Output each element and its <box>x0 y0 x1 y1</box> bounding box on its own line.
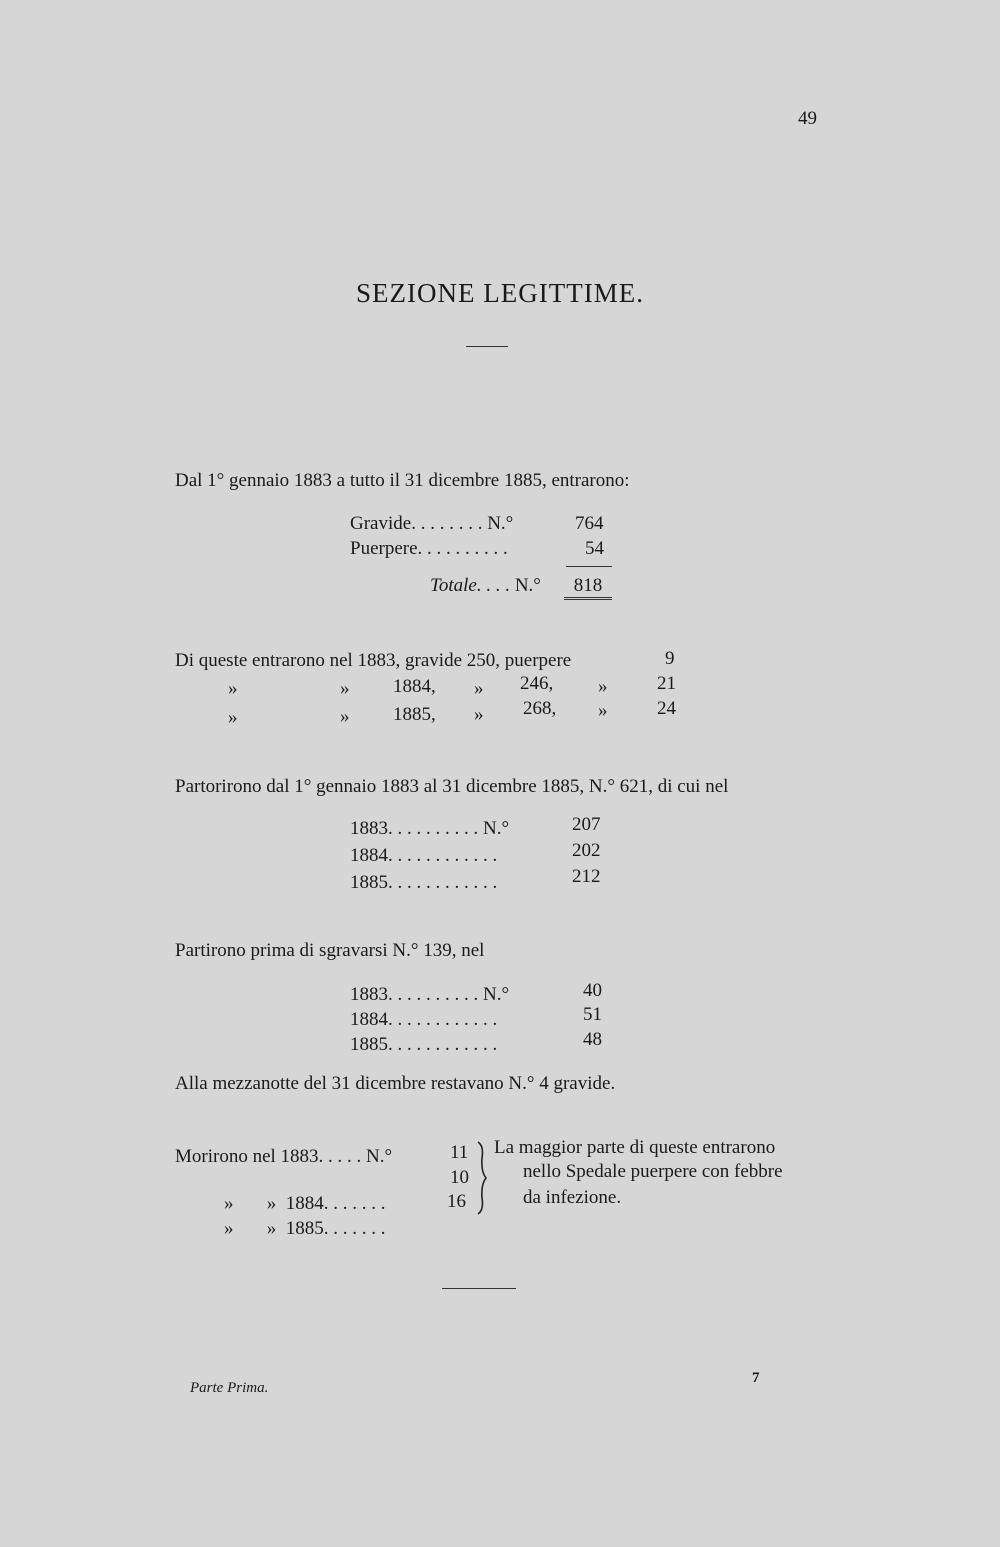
page-number: 49 <box>798 108 817 129</box>
footer-sheet-number: 7 <box>752 1370 760 1386</box>
partirono-row <box>350 984 509 1006</box>
morirono-value: 10 <box>450 1167 469 1188</box>
partirono-text: Partirono prima di sgravarsi N.° 139, nel <box>175 940 485 961</box>
intro-text: Dal 1° gennaio 1883 a tutto il 31 dicembre 1885, entrarono: <box>175 470 630 491</box>
partorirono-value: 202 <box>572 840 601 861</box>
partirono-value: 40 <box>583 980 602 1001</box>
brace-mark <box>474 1140 490 1216</box>
yearly-ditto: » <box>228 678 238 699</box>
partirono-row <box>350 1034 497 1056</box>
entrance-value: 764 <box>575 513 604 534</box>
row-prefix: N.° <box>483 818 510 839</box>
partorirono-row <box>350 818 509 840</box>
yearly-ditto: » <box>340 706 350 727</box>
mezzanotte-text: Alla mezzanotte del 31 dicembre restavano N.° 4 gravide. <box>175 1073 616 1094</box>
total-label: Totale. . . . <box>430 575 511 596</box>
partorirono-text: Partorirono dal 1° gennaio 1883 al 31 dicembre 1885, N.° 621, di cui nel <box>175 776 729 797</box>
footer-signature: Parte Prima. <box>190 1380 269 1396</box>
partorirono-value: 212 <box>572 866 601 887</box>
partorirono-row <box>350 845 497 867</box>
yearly-ditto: » <box>474 704 484 725</box>
morirono-note-line: nello Spedale puerpere con febbre <box>523 1161 783 1182</box>
morirono-note-line: da infezione. <box>523 1187 622 1208</box>
yearly-ditto: » <box>598 700 608 721</box>
end-rule <box>442 1288 516 1289</box>
entrance-total <box>430 575 541 597</box>
partirono-value: 48 <box>583 1029 602 1050</box>
partirono-row <box>350 1009 497 1031</box>
sum-rule <box>566 566 612 567</box>
partorirono-row <box>350 872 497 894</box>
yearly-gravide: 246, <box>520 673 554 694</box>
entrance-label: Puerpere. . . . . . . . . . <box>350 538 508 559</box>
row-label: » » 1884. . . . . . . <box>224 1193 386 1214</box>
partorirono-value: 207 <box>572 814 601 835</box>
yearly-puerpere: 24 <box>657 698 676 719</box>
row-label: » » 1885. . . . . . . <box>224 1218 386 1239</box>
title-rule <box>466 346 508 347</box>
entrance-value: 54 <box>585 538 604 559</box>
yearly-intro: Di queste entrarono nel 1883, gravide 250, puerpere <box>175 650 572 671</box>
morirono-row <box>205 1196 386 1262</box>
morirono-row <box>175 1146 392 1168</box>
row-prefix: N.° <box>366 1146 393 1167</box>
row-label: Morirono nel 1883. . . . . <box>175 1146 362 1167</box>
yearly-ditto: » <box>228 707 238 728</box>
yearly-ditto: » <box>474 678 484 699</box>
row-label: 1885. . . . . . . . . . . . <box>350 1034 498 1055</box>
partirono-value: 51 <box>583 1004 602 1025</box>
row-prefix: N.° <box>483 984 510 1005</box>
row-label: 1885. . . . . . . . . . . . <box>350 872 498 893</box>
entrance-row-gravide <box>350 513 513 535</box>
row-label: 1883. . . . . . . . . . <box>350 984 479 1005</box>
row-label: 1884. . . . . . . . . . . . <box>350 845 498 866</box>
yearly-puerpere: 21 <box>657 673 676 694</box>
entrance-row-puerpere <box>350 538 508 560</box>
total-prefix: N.° <box>514 575 541 596</box>
morirono-value: 11 <box>450 1142 469 1163</box>
section-title: SEZIONE LEGITTIME. <box>356 278 644 308</box>
yearly-gravide: 268, <box>523 698 557 719</box>
entrance-prefix: N.° <box>487 513 514 534</box>
yearly-puerpere-1883: 9 <box>665 648 675 669</box>
entrance-label: Gravide. . . . . . . . <box>350 513 483 534</box>
yearly-ditto: » <box>598 676 608 697</box>
morirono-value: 16 <box>447 1191 466 1212</box>
row-label: 1884. . . . . . . . . . . . <box>350 1009 498 1030</box>
yearly-ditto: » <box>340 678 350 699</box>
yearly-year: 1884, <box>393 676 436 697</box>
row-label: 1883. . . . . . . . . . <box>350 818 479 839</box>
total-value: 818 <box>564 575 612 600</box>
yearly-year: 1885, <box>393 704 436 725</box>
morirono-note-line: La maggior parte di queste entrarono <box>494 1137 776 1158</box>
